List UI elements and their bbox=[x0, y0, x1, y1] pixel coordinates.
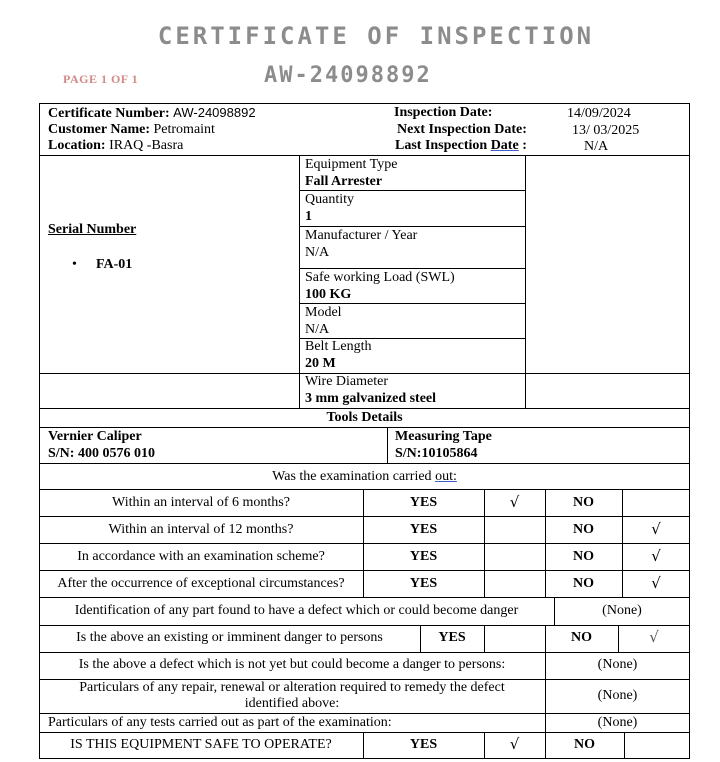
future-danger-value: (None) bbox=[597, 657, 638, 672]
defect-identification-value: (None) bbox=[602, 603, 642, 618]
customer-row bbox=[48, 122, 215, 138]
inspection-date-value: 14/09/2024 bbox=[567, 106, 631, 121]
location-row bbox=[48, 138, 183, 154]
exam-yes-label: YES bbox=[409, 522, 438, 537]
safe-yes-check: √ bbox=[509, 735, 520, 753]
serial-number-value: FA-01 bbox=[96, 257, 133, 272]
exam-question-scheme: In accordance with an examination scheme? bbox=[77, 549, 325, 564]
tool2-name: Measuring Tape bbox=[395, 429, 492, 444]
certificate-number-row bbox=[48, 105, 256, 122]
wire-diameter-value: 3 mm galvanized steel bbox=[305, 391, 437, 406]
quantity-label: Quantity bbox=[305, 192, 354, 207]
exam-no-check: √ bbox=[651, 547, 661, 565]
manufacturer-value: N/A bbox=[305, 245, 330, 260]
inspection-date-label: Inspection Date: bbox=[394, 105, 493, 120]
page-indicator: PAGE 1 OF 1 bbox=[63, 72, 139, 86]
certificate-title: CERTIFICATE OF INSPECTION bbox=[157, 22, 595, 50]
danger-question: Is the above an existing or imminent danger to persons bbox=[76, 630, 383, 645]
location-label: Location: bbox=[48, 138, 106, 153]
danger-yes-label: YES bbox=[438, 630, 466, 645]
safe-to-operate-question: IS THIS EQUIPMENT SAFE TO OPERATE? bbox=[70, 737, 332, 752]
swl-label: Safe working Load (SWL) bbox=[305, 270, 455, 285]
wire-diameter-label: Wire Diameter bbox=[305, 374, 389, 389]
danger-no-check: √ bbox=[649, 628, 659, 646]
equipment-type-label: Equipment Type bbox=[305, 157, 398, 172]
exam-no-check: √ bbox=[651, 574, 661, 592]
exam-no-label: NO bbox=[573, 495, 594, 510]
customer-name-label: Customer Name: bbox=[48, 122, 150, 137]
tests-question: Particulars of any tests carried out as part of the examination: bbox=[48, 715, 392, 730]
belt-length-value: 20 M bbox=[305, 356, 336, 371]
future-danger-question: Is the above a defect which is not yet but could become a danger to persons: bbox=[78, 657, 506, 672]
exam-yes-check: √ bbox=[509, 493, 520, 511]
model-value: N/A bbox=[305, 322, 330, 337]
repair-question-line2: identified above: bbox=[244, 696, 340, 711]
tools-heading: Tools Details bbox=[326, 410, 403, 425]
tests-value: (None) bbox=[597, 715, 638, 730]
certificate-number-label: Certificate Number: bbox=[48, 106, 170, 121]
defect-identification-question: Identification of any part found to have a defect which or could become danger bbox=[74, 603, 519, 618]
last-inspection-value: N/A bbox=[584, 139, 609, 154]
exam-yes-label: YES bbox=[409, 549, 438, 564]
exam-no-label: NO bbox=[573, 522, 594, 537]
certificate-code-heading: AW-24098892 bbox=[264, 63, 432, 88]
serial-bullet: • bbox=[72, 257, 77, 272]
repair-question-line1: Particulars of any repair, renewal or alteration required to remedy the defect bbox=[79, 680, 505, 695]
quantity-value: 1 bbox=[305, 209, 312, 224]
certificate-number-value: AW-24098892 bbox=[173, 105, 256, 120]
safe-yes-label: YES bbox=[409, 737, 438, 752]
danger-no-label: NO bbox=[571, 630, 592, 645]
serial-number-label: Serial Number bbox=[48, 222, 137, 237]
tool2-serial: S/N:10105864 bbox=[395, 446, 478, 461]
model-label: Model bbox=[305, 305, 342, 320]
tool1-serial: S/N: 400 0576 010 bbox=[48, 446, 155, 461]
safe-no-label: NO bbox=[574, 737, 595, 752]
last-inspection-label: Last Inspection Date : bbox=[395, 138, 527, 153]
manufacturer-label: Manufacturer / Year bbox=[305, 228, 418, 243]
swl-value: 100 KG bbox=[305, 287, 352, 302]
location-value: IRAQ -Basra bbox=[109, 138, 184, 153]
tool1-name: Vernier Caliper bbox=[48, 429, 142, 444]
exam-question-6-months: Within an interval of 6 months? bbox=[112, 495, 290, 510]
exam-no-check: √ bbox=[651, 520, 661, 538]
belt-length-label: Belt Length bbox=[305, 339, 372, 354]
exam-question-exceptional: After the occurrence of exceptional circumstances? bbox=[57, 576, 345, 591]
exam-no-label: NO bbox=[573, 549, 594, 564]
exam-question-12-months: Within an interval of 12 months? bbox=[108, 522, 294, 537]
exam-yes-label: YES bbox=[409, 576, 438, 591]
equipment-type-value: Fall Arrester bbox=[305, 174, 383, 189]
next-inspection-label: Next Inspection Date: bbox=[397, 122, 527, 137]
customer-name-value: Petromaint bbox=[153, 122, 215, 137]
exam-heading: Was the examination carried out: bbox=[272, 469, 457, 484]
next-inspection-value: 13/ 03/2025 bbox=[572, 123, 640, 138]
exam-yes-label: YES bbox=[409, 495, 438, 510]
repair-value: (None) bbox=[597, 688, 638, 703]
exam-no-label: NO bbox=[573, 576, 594, 591]
